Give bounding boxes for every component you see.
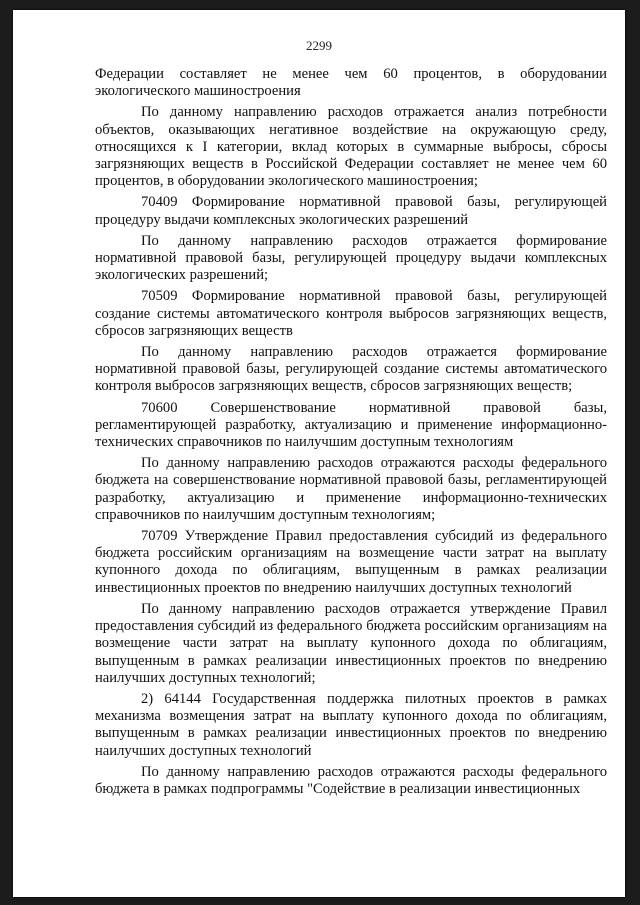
paragraph: По данному направлению расходов отражается анализ потребности объектов, оказывающих негативное воздействие на окружающую среду, относящихся к I категории, вклад которых в суммарные выбросы, сбросы загрязняющих веществ в Российской Федерации составляет не менее чем 60 процентов, в оборудовании экологического машиностроения; [95,104,607,190]
document-body [95,66,607,802]
page-number: 2299 [306,38,332,53]
paragraph: По данному направлению расходов отражаются расходы федерального бюджета в рамках подпрограммы "Содействие в реализации инвестиционных [95,763,607,797]
paragraph: По данному направлению расходов отражается утверждение Правил предоставления субсидий из федерального бюджета российским организациям на возмещение части затрат на выплату купонного дохода по облигациям, выпущенным в рамках реализации инвестиционных проектов по внедрению наилучших доступных технологий; [95,600,607,686]
paragraph: По данному направлению расходов отражается формирование нормативной правовой базы, регулирующей создание системы автоматического контроля выбросов загрязняющих веществ, сбросов загрязняющих веществ; [95,344,607,395]
paragraph: По данному направлению расходов отражаются расходы федерального бюджета на совершенствование нормативной правовой базы, регламентирующей разработку, актуализацию и применение информационно-технических справочников по наилучшим доступным технологиям; [95,455,607,523]
paragraph: Федерации составляет не менее чем 60 процентов, в оборудовании экологического машиностроения [95,66,607,100]
paragraph: 2) 64144 Государственная поддержка пилотных проектов в рамках механизма возмещения затрат на выплату купонного дохода по облигациям, выпущенным в рамках реализации инвестиционных проектов по внедрению наилучших доступных технологий [95,690,607,759]
paragraph: 70509 Формирование нормативной правовой базы, регулирующей создание системы автоматического контроля выбросов загрязняющих веществ, сбросов загрязняющих веществ [95,288,607,339]
paragraph: 70409 Формирование нормативной правовой базы, регулирующей процедуру выдачи комплексных экологических разрешений [95,194,607,228]
document-page [13,10,625,897]
paragraph: По данному направлению расходов отражается формирование нормативной правовой базы, регулирующей процедуру выдачи комплексных экологических разрешений; [95,232,607,284]
paragraph: 70600 Совершенствование нормативной правовой базы, регламентирующей разработку, актуализацию и применение информационно-технических справочников по наилучшим доступным технологиям [95,399,607,451]
paragraph: 70709 Утверждение Правил предоставления субсидий из федерального бюджета российским организациям на возмещение части затрат на выплату купонного дохода по облигациям, выпущенным в рамках реализации инвестиционных проектов по внедрению наилучших доступных технологий [95,528,607,596]
